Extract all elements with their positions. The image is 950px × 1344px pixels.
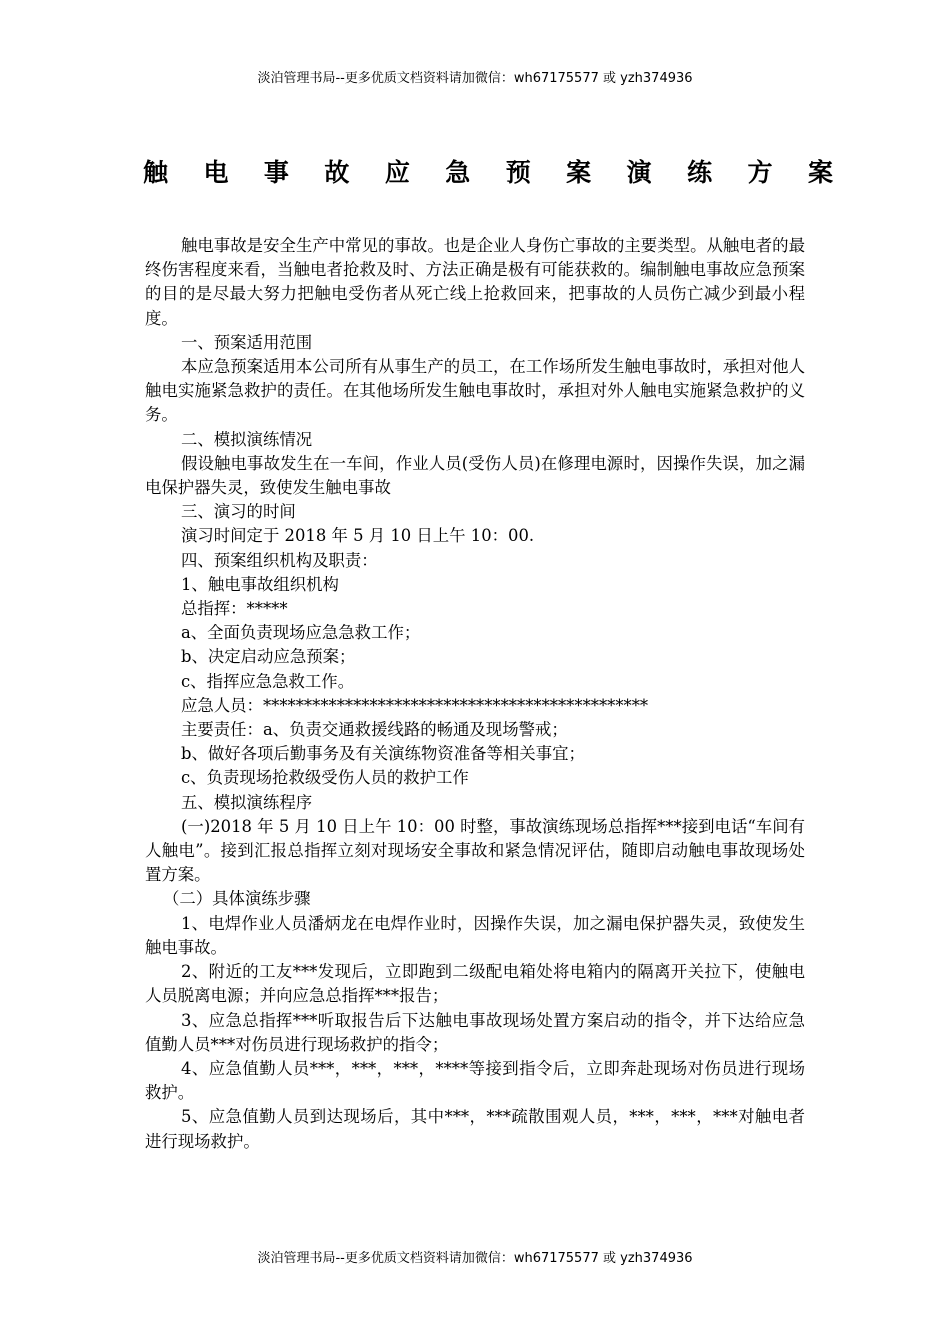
title-char: 演 xyxy=(626,158,652,187)
title-char: 应 xyxy=(384,158,410,187)
list-item: b、做好各项后勤事务及有关演练物资准备等相关事宜； xyxy=(181,744,585,764)
list-item: 总指挥：***** xyxy=(181,599,288,619)
section-heading: 三、演习的时间 xyxy=(181,502,296,522)
page-header: 淡泊管理书局--更多优质文档资料请加微信：wh67175577 或 yzh374936 xyxy=(257,71,693,86)
list-item: a、全面负责现场应急急救工作； xyxy=(181,623,421,643)
list-item: 主要责任：a、负责交通救援线路的畅通及现场警戒； xyxy=(181,720,568,740)
title-char: 事 xyxy=(263,158,289,187)
list-item: b、决定启动应急预案； xyxy=(181,647,356,667)
page-footer: 淡泊管理书局--更多优质文档资料请加微信：wh67175577 或 yzh374936 xyxy=(257,1251,693,1266)
list-item: c、负责现场抢救级受伤人员的救护工作 xyxy=(181,768,469,788)
title-char: 故 xyxy=(324,158,350,187)
section-heading: 五、模拟演练程序 xyxy=(181,792,313,812)
list-item: c、指挥应急急救工作。 xyxy=(181,671,355,691)
title-char: 电 xyxy=(203,158,229,187)
title-char: 方 xyxy=(747,158,773,187)
subsection-heading: （二）具体演练步骤 xyxy=(163,889,311,909)
document-body xyxy=(145,234,805,1154)
step-item: 2、附近的工友***发现后，立即跑到二级配电箱处将电箱内的隔离开关拉下，使触电人员脱离电源；并向应急总指挥***报告； xyxy=(145,962,805,1006)
title-char: 练 xyxy=(687,158,713,187)
intro-paragraph: 触电事故是安全生产中常见的事故。也是企业人身伤亡事故的主要类型。从触电者的最终伤害程度来看，当触电者抢救及时、方法正确是极有可能获救的。编制触电事故应急预案的目的是尽最大努力把触电受伤者从死亡线上抢救回来，把事故的人员伤亡减少到最小程度。 xyxy=(145,236,805,328)
body-paragraph: (一)2018 年 5 月 10 日上午 10：00 时整，事故演练现场总指挥***接到电话“车间有人触电”。接到汇报总指挥立刻对现场安全事故和紧急情况评估，随即启动触电事故现场处置方案。 xyxy=(145,816,805,885)
document-title xyxy=(143,157,833,189)
body-paragraph: 演习时间定于 2018 年 5 月 10 日上午 10：00. xyxy=(181,526,535,546)
body-paragraph: 本应急预案适用本公司所有从事生产的员工，在工作场所发生触电事故时，承担对他人触电实施紧急救护的责任。在其他场所发生触电事故时，承担对外人触电实施紧急救护的义务。 xyxy=(145,357,805,425)
step-item: 5、应急值勤人员到达现场后，其中***，***疏散围观人员，***，***，***对触电者进行现场救护。 xyxy=(145,1107,805,1151)
title-char: 案 xyxy=(566,158,592,187)
step-item: 3、应急总指挥***听取报告后下达触电事故现场处置方案启动的指令，并下达给应急值勤人员***对伤员进行现场救护的指令； xyxy=(145,1010,805,1054)
subsection-heading: 1、触电事故组织机构 xyxy=(181,574,339,594)
section-heading: 四、预案组织机构及职责： xyxy=(181,550,378,570)
section-heading: 一、预案适用范围 xyxy=(181,332,313,352)
step-item: 1、电焊作业人员潘炳龙在电焊作业时，因操作失误，加之漏电保护器失灵，致使发生触电事故。 xyxy=(145,913,805,957)
body-paragraph: 假设触电事故发生在一车间，作业人员(受伤人员)在修理电源时，因操作失误，加之漏电保护器失灵，致使发生触电事故 xyxy=(145,453,805,498)
step-item: 4、应急值勤人员***，***，***，****等接到指令后，立即奔赴现场对伤员进行现场救护。 xyxy=(145,1058,805,1103)
title-char: 案 xyxy=(807,158,833,187)
title-char: 触 xyxy=(143,158,169,187)
title-char: 急 xyxy=(445,158,471,187)
section-heading: 二、模拟演练情况 xyxy=(181,429,313,449)
list-item: 应急人员：*********************************************** xyxy=(181,695,649,715)
title-char: 预 xyxy=(505,158,531,187)
